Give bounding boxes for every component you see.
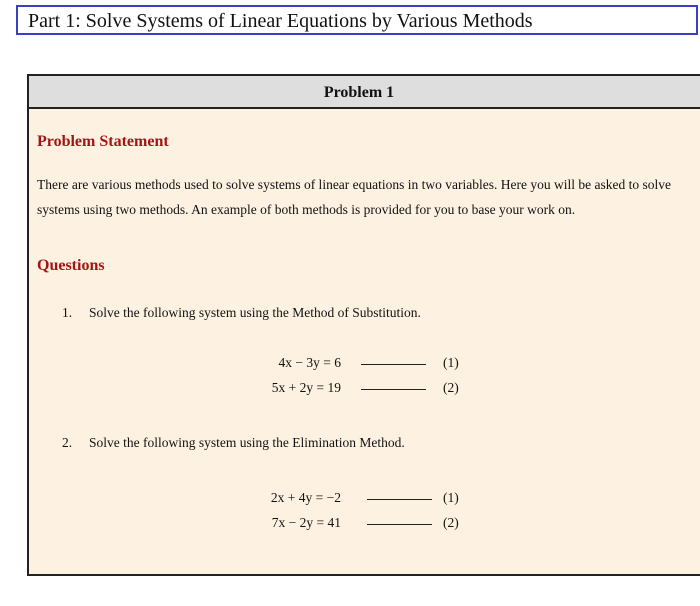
problem-header: [29, 76, 700, 109]
equation-label: (1): [443, 355, 459, 370]
equation-leader-line: [361, 364, 426, 365]
equation-leader-line: [367, 499, 432, 500]
equation-label: (2): [443, 380, 459, 395]
question-text: Solve the following system using the Elimination Method.: [89, 435, 405, 450]
equation-leader-line: [367, 524, 432, 525]
question-text: Solve the following system using the Method of Substitution.: [89, 305, 421, 320]
equation-leader-line: [361, 389, 426, 390]
questions-heading: Questions: [37, 257, 105, 274]
equation-label: (1): [443, 490, 459, 505]
question-number: 1.: [62, 305, 73, 320]
part-header: [16, 5, 698, 35]
equation-expression: 5x + 2y = 19: [271, 380, 341, 395]
equation-expression: 2x + 4y = −2: [270, 490, 341, 505]
equation-expression: 4x − 3y = 6: [278, 355, 341, 370]
problem-box: [27, 74, 700, 576]
question-2: [62, 435, 405, 451]
question-number: 2.: [62, 435, 73, 450]
equation-expression: 7x − 2y = 41: [271, 515, 341, 530]
equation-label: (2): [443, 515, 459, 530]
part-title: Part 1: Solve Systems of Linear Equations by Various Methods: [28, 10, 533, 32]
problem-statement-heading: Problem Statement: [37, 133, 169, 150]
problem-title: Problem 1: [323, 84, 395, 101]
question-1: [62, 305, 421, 321]
problem-statement-text: There are various methods used to solve systems of linear equations in two variables. Here you will be asked to solve systems using two methods. An example of both methods is provided for you to base your work on.: [37, 177, 671, 217]
